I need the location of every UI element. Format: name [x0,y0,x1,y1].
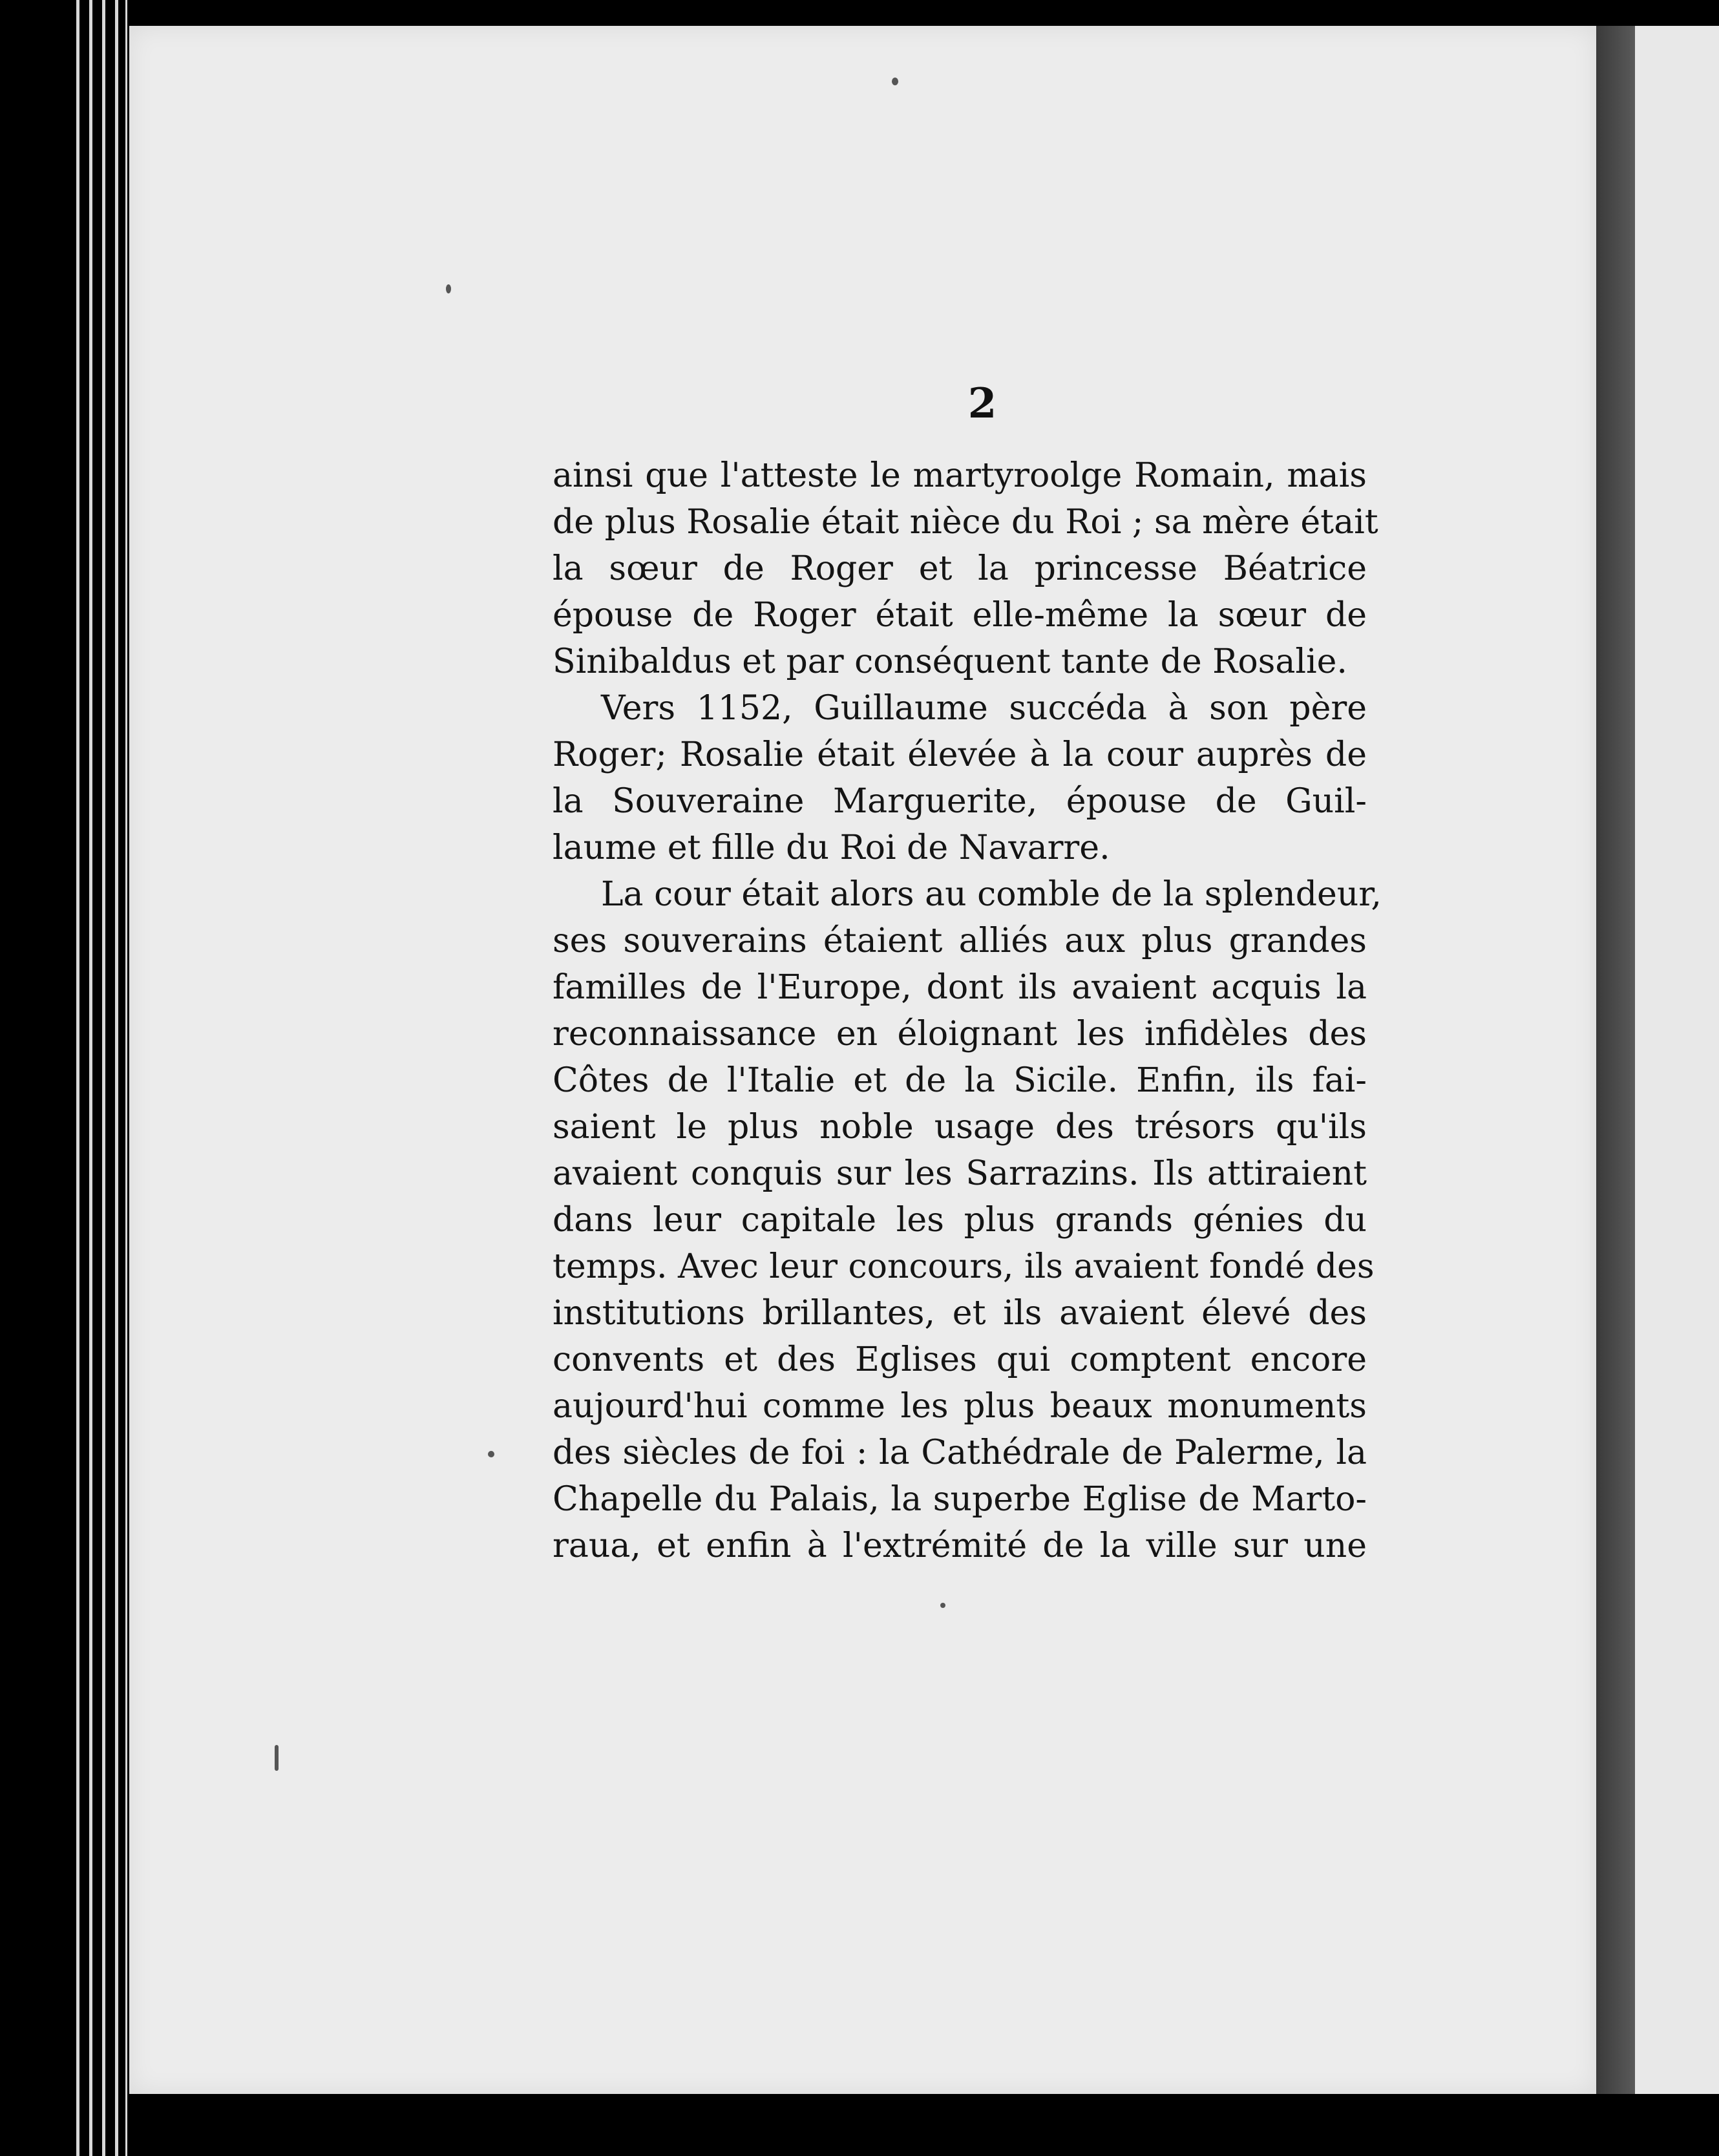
text-line: Côtes de l'Italie et de la Sicile. Enfin, ils fai- [553,1061,1367,1100]
text-line: Sinibaldus et par conséquent tante de Rosalie. [553,642,1347,681]
binding-line [115,0,118,2156]
text-line: laume et fille du Roi de Navarre. [553,829,1110,867]
text-line: de plus Rosalie était nièce du Roi ; sa mère était [553,503,1378,542]
text-line: des siècles de foi : la Cathédrale de Palerme, la [553,1433,1367,1472]
scan-left-frame [0,0,129,2156]
text-line: avaient conquis sur les Sarrazins. Ils attiraient [553,1154,1367,1193]
text-line: convents et des Eglises qui comptent encore [553,1340,1367,1379]
text-line: Roger; Rosalie était élevée à la cour auprès de [553,735,1367,774]
text-line: temps. Avec leur concours, ils avaient fondé des [553,1247,1375,1286]
page-gutter-shadow [1596,26,1635,2094]
text-line: reconnaissance en éloignant les infidèles des [553,1015,1367,1053]
text-line: saient le plus noble usage des trésors qu'ils [553,1108,1367,1147]
text-line: ainsi que l'atteste le martyroolge Romain, mais [553,456,1367,495]
text-line: raua, et enfin à l'extrémité de la ville sur une [553,1527,1367,1565]
page-number: 2 [967,379,997,428]
binding-line [102,0,105,2156]
paper-speck [892,78,898,85]
binding-line [76,0,79,2156]
text-line: institutions brillantes, et ils avaient élevé des [553,1294,1367,1333]
body-text [553,452,1382,1569]
text-line: dans leur capitale les plus grands génies du [553,1201,1367,1240]
text-line: épouse de Roger était elle-même la sœur de [553,596,1367,635]
text-line: la Souveraine Marguerite, épouse de Guil- [553,782,1367,821]
text-line: familles de l'Europe, dont ils avaient acquis la [553,968,1367,1007]
paper-speck [488,1451,494,1457]
text-line: Chapelle du Palais, la superbe Eglise de Marto- [553,1480,1367,1519]
binding-line [89,0,92,2156]
text-line: la sœur de Roger et la princesse Béatrice [553,549,1367,588]
text-line: La cour était alors au comble de la splendeur, [601,875,1382,914]
text-line: Vers 1152, Guillaume succéda à son père [601,689,1367,728]
binding-line [125,0,127,2156]
text-line: ses souverains étaient alliés aux plus grandes [553,922,1367,960]
text-line: aujourd'hui comme les plus beaux monuments [553,1387,1367,1426]
paper-speck [940,1603,945,1608]
paper-speck [446,284,451,293]
facing-page-edge [1635,26,1719,2094]
paper-speck [275,1745,279,1771]
